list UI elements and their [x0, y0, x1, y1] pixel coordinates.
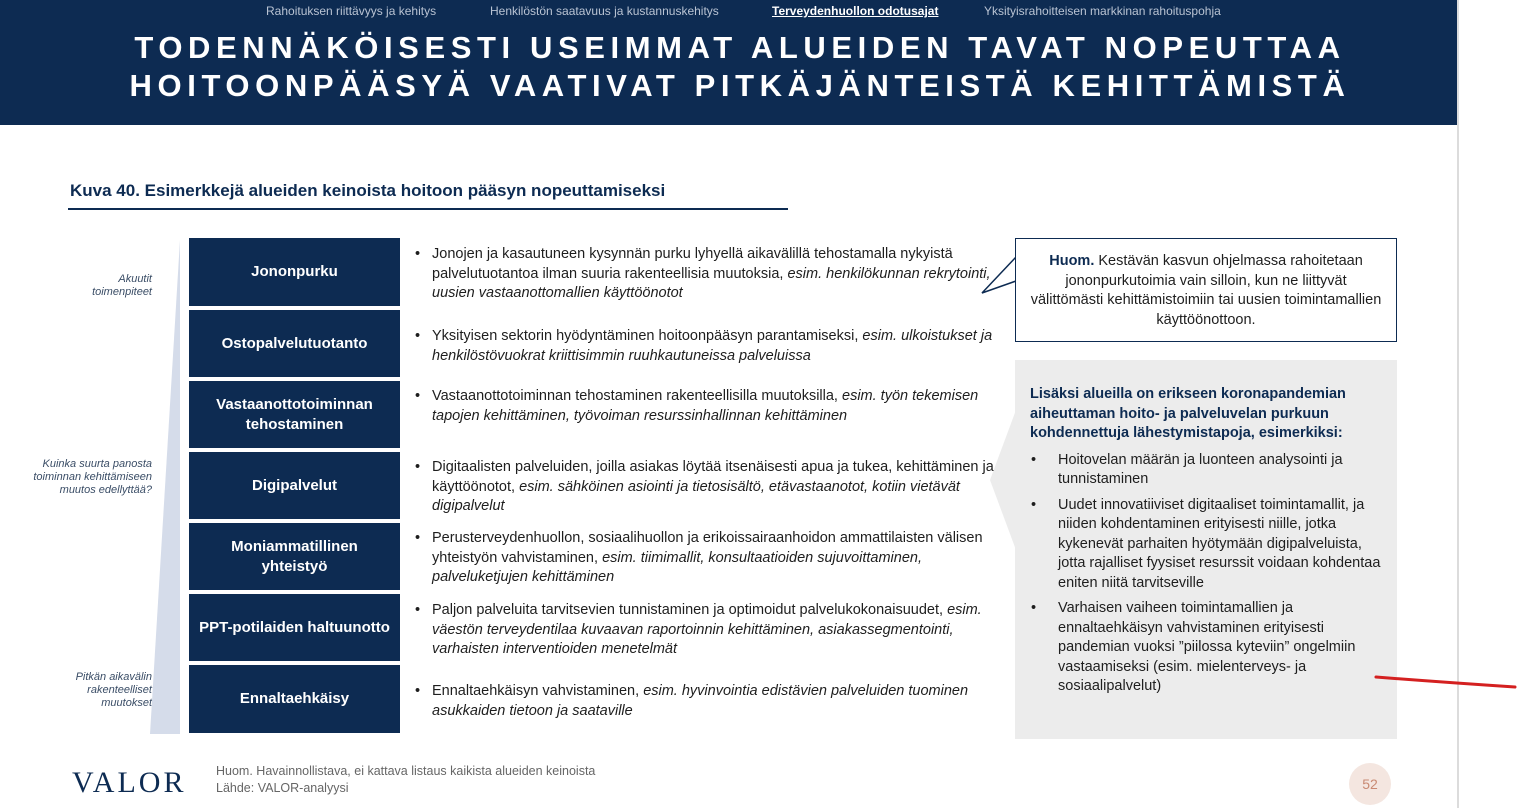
list-item: • Uudet innovatiiviset digitaaliset toimintamallit, ja niiden kohdentaminen erityisesti niille, jotka kykenevät parhaiten hyötymään digipalveluista, jotta rajalliset fyysiset resurssit voidaan kohdentaa eniten niitä tarvitseville — [1030, 496, 1383, 594]
page-number: 52 — [1349, 763, 1391, 805]
row-box-jononpurku: Jononpurku — [189, 238, 400, 306]
pandemic-approaches-list — [1030, 451, 1383, 697]
figure-title-underline — [68, 208, 788, 210]
header-banner — [0, 0, 1457, 125]
red-annotation-line — [1370, 670, 1519, 694]
section-nav — [0, 4, 1457, 20]
pandemic-approaches-intro: Lisäksi alueilla on erikseen koronapandemian aiheuttaman hoito- ja palveluvelan purkuun kohdennettuja lähestymistapoja, esimerkiksi: — [1030, 386, 1346, 441]
footer-source: Lähde: VALOR-analyysi — [216, 781, 349, 795]
page-title-line-2: HOITOONPÄÄSYÄ VAATIVAT PITKÄJÄNTEISTÄ KEHITTÄMISTÄ — [129, 68, 1351, 103]
axis-label-top: Akuutit toimenpiteet — [92, 273, 152, 298]
row-desc-ostopalvelutuotanto: • Yksityisen sektorin hyödyntäminen hoitoonpääsyn parantamiseksi, esim. ulkoistukset ja henkilöstövuokrat kriittisimmin ruuhkautuneissa palveluissa — [415, 327, 1005, 366]
note-box — [1015, 238, 1397, 342]
valor-logo: VALOR — [72, 766, 187, 799]
row-desc-ppt-potilaat: • Paljon palveluita tarvitsevien tunnistaminen ja optimoidut palvelukokonaisuudet, esim. väestön terveydentilaa kuvaavan raportoinnin kehittäminen, asiakassegmentointi, varhaisten interventioiden menetelmät — [415, 601, 1005, 660]
row-box-moniammatillinen: Moniammatillinen yhteistyö — [189, 523, 400, 590]
note-label: Huom. — [1049, 253, 1095, 269]
list-item: • Hoitovelan määrän ja luonteen analysointi ja tunnistaminen — [1030, 451, 1383, 490]
pandemic-approaches-box — [1015, 360, 1397, 739]
axis-label-middle: Kuinka suurta panosta toiminnan kehittämiseen muutos edellyttää? — [33, 458, 152, 496]
note-callout-pointer — [980, 255, 1018, 295]
list-item: • Varhaisen vaiheen toimintamallien ja ennaltaehkäisyn vahvistaminen erityisesti pandemian vuoksi ”piilossa kyteviin” ongelmiin vastaamiseksi (esim. mielenterveys- ja sosiaalipalvelut) — [1030, 599, 1383, 697]
row-box-ennaltaehkaisy: Ennaltaehkäisy — [189, 665, 400, 733]
grey-box-pointer — [990, 410, 1016, 550]
axis-label-bottom: Pitkän aikavälin rakenteelliset muutokset — [75, 671, 152, 709]
figure-title: Kuva 40. Esimerkkejä alueiden keinoista hoitoon pääsyn nopeuttamiseksi — [70, 181, 666, 200]
nav-tab-henkilosto[interactable]: Henkilöstön saatavuus ja kustannuskehitys — [490, 4, 719, 18]
footer-notes — [216, 763, 595, 797]
nav-tab-odotusajat[interactable]: Terveydenhuollon odotusajat — [772, 4, 939, 18]
row-desc-ennaltaehkaisy: • Ennaltaehkäisyn vahvistaminen, esim. hyvinvointia edistävien palveluiden tuominen asukkaiden tietoon ja saataville — [415, 682, 1005, 721]
note-text: Kestävän kasvun ohjelmassa rahoitetaan jononpurkutoimia vain silloin, kun ne liittyvät välittömästi kehittämistoimiin tai uusien toimintamallien käyttöönottoon. — [1030, 253, 1382, 328]
row-desc-jononpurku: • Jonojen ja kasautuneen kysynnän purku lyhyellä aikavälillä tehostamalla nykyistä palvelutuotantoa ilman suuria rakenteellisia muutoksia, esim. henkilökunnan rekrytointi, uusien vastaanottomallien käyttöönotot — [415, 245, 1005, 304]
page-title-line-1: TODENNÄKÖISESTI USEIMMAT ALUEIDEN TAVAT NOPEUTTAA — [134, 30, 1346, 65]
nav-tab-rahoitus[interactable]: Rahoituksen riittävyys ja kehitys — [266, 4, 437, 18]
row-desc-digipalvelut: • Digitaalisten palveluiden, joilla asiakas löytää itsenäisesti apua ja tukea, kehittäminen ja käyttöönotot, esim. sähköinen asiointi ja tietosisältö, etävastaanotot, kotiin vietävät digipalvelut — [415, 458, 1005, 517]
nav-tab-yksityisrahoitus[interactable]: Yksityisrahoitteisen markkinan rahoituspohja — [984, 4, 1221, 18]
row-box-digipalvelut: Digipalvelut — [189, 452, 400, 519]
row-box-ppt-potilaat: PPT-potilaiden haltuunotto — [189, 594, 400, 661]
footer-note: Huom. Havainnollistava, ei kattava listaus kaikista alueiden keinoista — [216, 764, 596, 778]
row-box-vastaanottotoiminta: Vastaanottotoiminnan tehostaminen — [189, 381, 400, 448]
row-desc-moniammatillinen: • Perusterveydenhuollon, sosiaalihuollon ja erikoissairaanhoidon ammattilaisten välisen yhteistyön vahvistaminen, esim. tiimimallit, konsultaatioiden sujuvoittaminen, palveluketjujen kehittäminen — [415, 529, 1005, 588]
row-box-ostopalvelutuotanto: Ostopalvelutuotanto — [189, 310, 400, 377]
effort-triangle — [150, 240, 182, 734]
row-desc-vastaanottotoiminta: • Vastaanottotoiminnan tehostaminen rakenteellisilla muutoksilla, esim. työn tekemisen tapojen kehittäminen, työvoiman resurssinhallinnan kehittäminen — [415, 387, 1005, 426]
